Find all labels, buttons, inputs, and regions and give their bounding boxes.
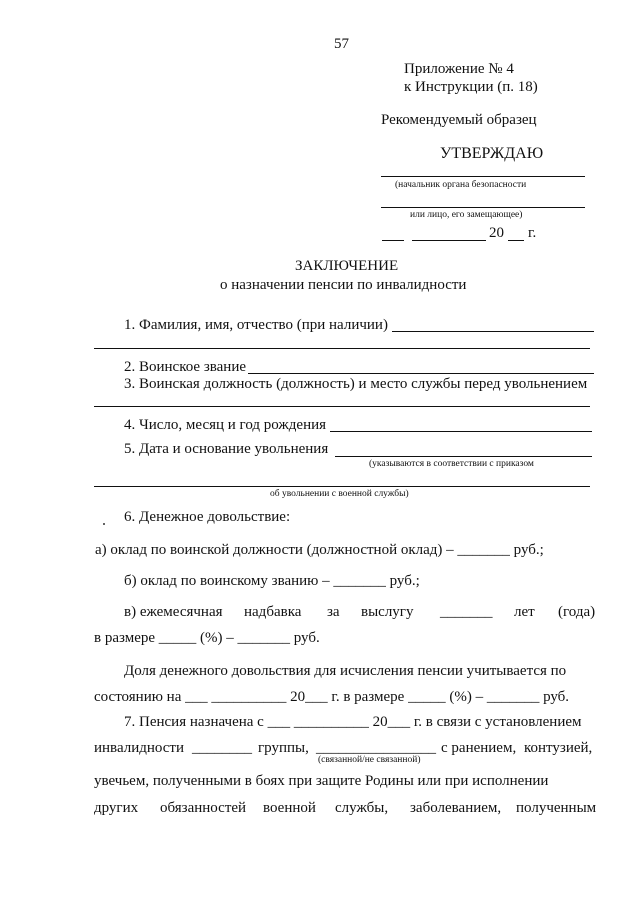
item-full-name-field[interactable] (392, 331, 594, 332)
item-position-field[interactable] (94, 406, 590, 407)
signature-hint-2: или лицо, его замещающее) (410, 210, 523, 220)
item-rank-field[interactable] (248, 373, 594, 374)
item-birth-date-field[interactable] (330, 431, 592, 432)
item-allowance-v-word-3: за (327, 604, 340, 620)
item-pension-word-4: контузией, (524, 740, 593, 756)
item-discharge-label: 5. Дата и основание увольнения (124, 441, 329, 457)
item-allowance-v-word-5: лет (514, 604, 535, 620)
item-full-name-field-continued[interactable] (94, 348, 590, 349)
item-pension-word-3: с ранением, (441, 740, 517, 756)
item-pension-line4-word-5: заболеванием, (410, 800, 502, 816)
item-discharge-field-continued[interactable] (94, 486, 590, 487)
item-discharge-field[interactable] (335, 456, 592, 457)
approve-label: УТВЕРЖДАЮ (440, 145, 544, 162)
item-allowance-a: а) оклад по воинской должности (должностной оклад) – _______ руб.; (95, 542, 544, 558)
item-pension-line4-word-4: службы, (335, 800, 389, 816)
signature-line-2 (381, 207, 585, 208)
item-allowance-v-line2: в размере _____ (%) – _______ руб. (94, 630, 320, 646)
date-year-line (508, 240, 524, 241)
share-line-1: Доля денежного довольствия для исчисления пенсии учитывается по (124, 663, 567, 679)
item-allowance-v-word-1: в) ежемесячная (124, 604, 223, 620)
page-number: 57 (334, 36, 349, 52)
item-pension-line4-word-1: других (94, 800, 139, 816)
item-pension-group-blank[interactable]: ________ (192, 740, 252, 756)
sample-label: Рекомендуемый образец (381, 112, 537, 128)
item-full-name-label: 1. Фамилия, имя, отчество (при наличии) (124, 317, 388, 333)
appendix-label: Приложение № 4 (404, 61, 514, 77)
signature-hint-1: (начальник органа безопасности (395, 180, 527, 190)
item-allowance-v-word-6: (года) (558, 604, 596, 620)
item-allowance-v-word-4: выслугу (361, 604, 414, 620)
item-pension-line4-word-3: военной (263, 800, 316, 816)
item-allowance-v-blank[interactable]: _______ (440, 604, 493, 620)
item-pension-relation-blank[interactable]: ________________ (316, 740, 436, 756)
document-subtitle: о назначении пенсии по инвалидности (220, 277, 467, 293)
item-pension-line-3: увечьем, полученными в боях при защите Родины или при исполнении (94, 773, 549, 789)
date-year-prefix: 20 (489, 225, 504, 241)
item-allowance-label: 6. Денежное довольствие: (124, 509, 291, 525)
instruction-label: к Инструкции (п. 18) (404, 79, 538, 95)
item-pension-line-1: 7. Пенсия назначена с ___ __________ 20___ г. в связи с установлением (124, 714, 582, 730)
item-pension-line4-word-2: обязанностей (160, 800, 247, 816)
item-discharge-hint-2: об увольнении с военной службы) (270, 489, 409, 499)
item-allowance-v-word-2: надбавка (244, 604, 302, 620)
signature-line-1 (381, 176, 585, 177)
item-rank-label: 2. Воинское звание (124, 359, 247, 375)
item-pension-word-2: группы, (258, 740, 309, 756)
item-pension-relation-hint: (связанной/не связанной) (318, 755, 421, 765)
stray-mark (103, 523, 105, 525)
document-title: ЗАКЛЮЧЕНИЕ (295, 258, 399, 274)
date-day-line (382, 240, 404, 241)
share-line-2: состоянию на ___ __________ 20___ г. в размере _____ (%) – _______ руб. (94, 689, 570, 705)
date-month-line (412, 240, 486, 241)
item-position-label: 3. Воинская должность (должность) и место службы перед увольнением (124, 376, 588, 392)
item-birth-date-label: 4. Число, месяц и год рождения (124, 417, 327, 433)
date-year-suffix: г. (528, 225, 537, 241)
item-pension-word-1: инвалидности (94, 740, 185, 756)
item-discharge-hint-1: (указываются в соответствии с приказом (369, 459, 534, 469)
item-allowance-b: б) оклад по воинскому званию – _______ руб.; (124, 573, 420, 589)
item-pension-line4-word-6: полученным (516, 800, 597, 816)
